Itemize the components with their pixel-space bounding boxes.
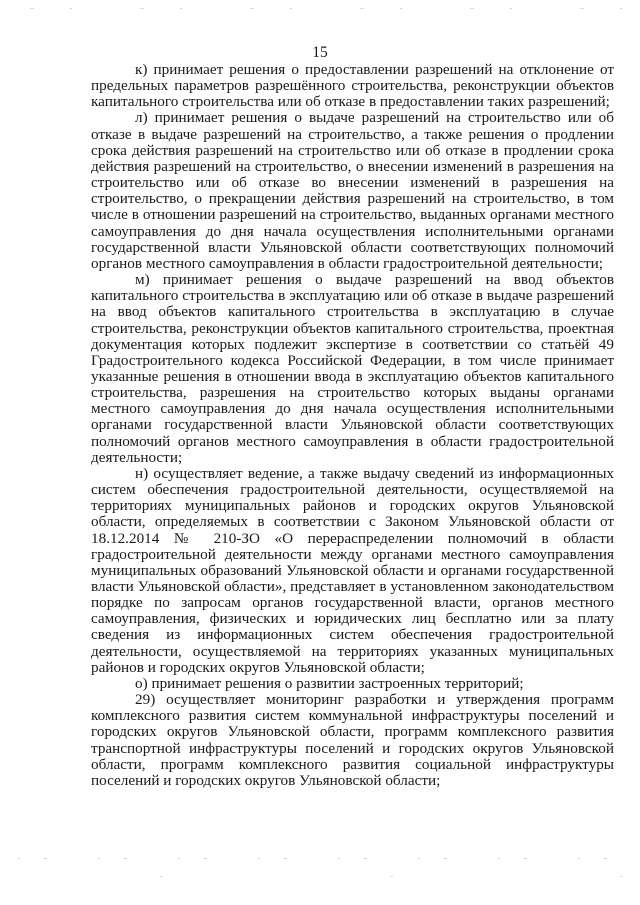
paragraph-o: о) принимает решения о развитии застроенных территорий;	[135, 674, 524, 692]
scan-artifact-top	[0, 8, 640, 9]
paragraph-l: л) принимает решения о выдаче разрешений на строительство или об отказе в выдаче разрешений на строительство, а также решения о продлении срока действия разрешений на строительство или об отказе в продлении срока действия разрешений на строительство, о внесении изменений в разрешения на строительство или об отказе во внесении изменений в разрешения на строительство, о прекращении действия разрешений на строительство, в том числе в отношении разрешений на строительство, выданных органами местного самоуправления до дня начала осуществления исполнительными органами государственной власти Ульяновской области соответствующих полномочий органов местного самоуправления в области градостроительной деятельности;	[91, 109, 614, 272]
page-number: 15	[312, 44, 328, 61]
paragraph-k: к) принимает решения о предоставлении разрешений на отклонение от предельных параметров разрешённого строительства, реконструкции объектов капитального строительства или об отказе в предоставлении таких разрешений;	[91, 61, 614, 111]
document-body	[91, 62, 614, 789]
scan-artifact-bottom-2	[0, 876, 640, 877]
paragraph-n: н) осуществляет ведение, а также выдачу сведений из информационных систем обеспечения градостроительной деятельности, осуществляемой на территориях муниципальных районов и городских округов Ульяновской области, определяемых в соответствии с Законом Ульяновской области от 18.12.2014 № 210-ЗО «О перераспределении полномочий в области градостроительной деятельности между органами местного самоуправления муниципальных образований Ульяновской области и органами государственной власти Ульяновской области», представляет в установленном законодательством порядке по запросам органов государственной власти, органов местного самоуправления, физических и юридических лиц бесплатно или за плату сведения из информационных систем обеспечения градостроительной деятельности, осуществляемой на территориях указанных муниципальных районов и городских округов Ульяновской области;	[91, 464, 614, 676]
paragraph-m: м) принимает решения о выдаче разрешений на ввод объектов капитального строительства в эксплуатацию или об отказе в выдаче разрешений на ввод объектов капитального строительства в эксплуатацию в случае строительства, реконструкции объектов капитального строительства, проектная документация которых подлежит экспертизе в соответствии со статьёй 49 Градостроительного кодекса Российской Федерации, в том числе принимает указанные решения в отношении ввода в эксплуатацию объектов капитального строительства, разрешения на строительство которых выданы органами местного самоуправления до дня начала осуществления исполнительными органами государственной власти Ульяновской области соответствующих полномочий органов местного самоуправления в области градостроительной деятельности;	[91, 271, 614, 466]
paragraph-29: 29) осуществляет мониторинг разработки и утверждения программ комплексного развития систем коммунальной инфраструктуры поселений и городских округов Ульяновской области, программ комплексного развития транспортной инфраструктуры поселений и городских округов Ульяновской области, программ комплексного развития социальной инфраструктуры поселений и городских округов Ульяновской области;	[91, 691, 614, 789]
scan-artifact-bottom	[0, 858, 640, 859]
